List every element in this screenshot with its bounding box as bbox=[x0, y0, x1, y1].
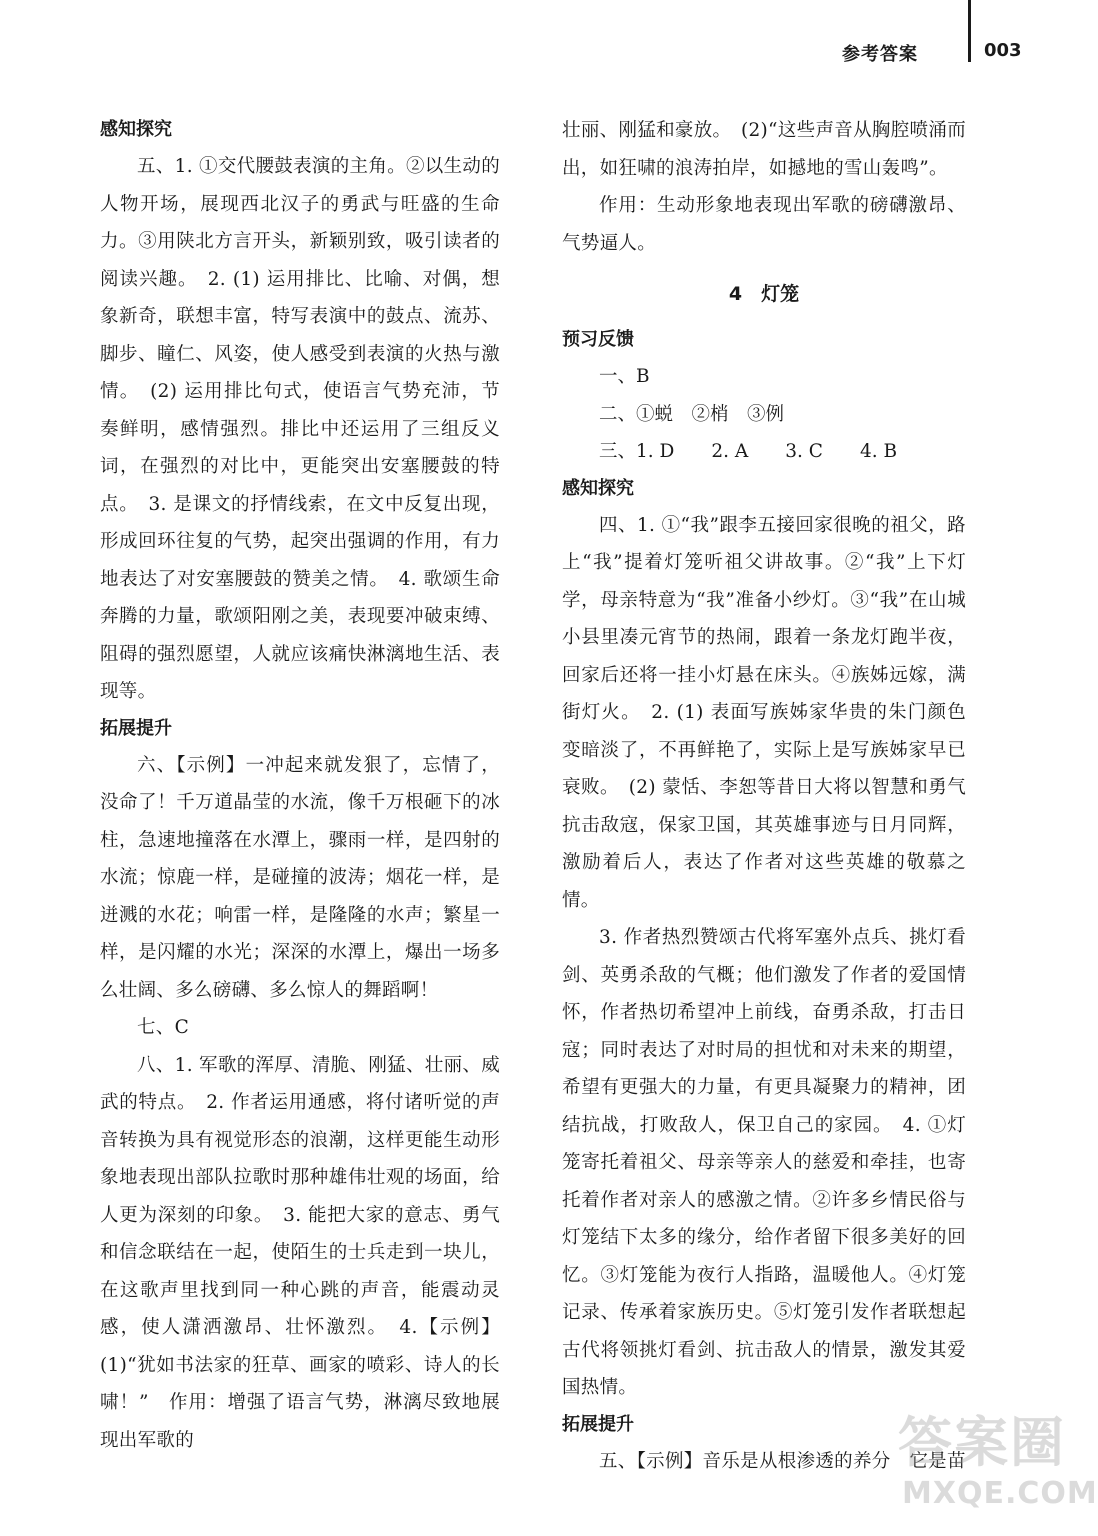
answer-seven: 七、C bbox=[137, 1017, 190, 1038]
section-heading-perception: 感知探究 bbox=[100, 119, 172, 140]
watermark-url: MXQE.COM bbox=[902, 1476, 1098, 1511]
section-heading-perception-2: 感知探究 bbox=[562, 477, 634, 499]
answer-six: 六、【示例】一冲起来就发狠了，忘情了，没命了！千万道晶莹的水流，像千万根砸下的冰柱，急速地撞落在水潭上，骤雨一样，是四射的水流；惊鹿一样，是碰撞的波涛；烟花一样，是迸溅的水花；响雷一样，是隆隆的水声；繁星一样，是闪耀的水光；深深的水潭上，爆出一场多么壮阔、多么磅礴、多么惊人的舞蹈啊！ bbox=[100, 754, 500, 1001]
answer-two: 二、①蜕 ②梢 ③例 bbox=[599, 403, 785, 425]
left-column bbox=[100, 112, 500, 1459]
watermark-text: 答案圈 bbox=[898, 1411, 1066, 1474]
answer-four: 四、1. ①“我”跟李五接回家很晚的祖父，路上“我”提着灯笼听祖父讲故事。②“我”上下灯学，母亲特意为“我”准备小纱灯。③“我”在山城小县里凑元宵节的热闹，跟着一条龙灯跑半夜，回家后还将一挂小灯悬在床头。④族姊远嫁，满街灯火。 2. (1) 表面写族姊家华贵的朱门颜色变暗淡了，不再鲜艳了，实际上是写族姊家早已衰败。 (2) 蒙恬、李恕等昔日大将以智慧和勇气抗击敌寇，保家卫国，其英雄事迹与日月同辉，激励着后人，表达了作者对这些英雄的敬慕之情。 bbox=[562, 514, 966, 911]
page-number: 003 bbox=[984, 40, 1022, 61]
watermark-logo bbox=[894, 1400, 1098, 1530]
answer-eight-effect: 作用：生动形象地表现出军歌的磅礴激昂、气势逼人。 bbox=[562, 195, 966, 254]
answer-eight-continued: 壮丽、刚猛和豪放。 (2)“这些声音从胸腔喷涌而出，如狂啸的浪涛拍岸，如撼地的雪山轰鸣”。 bbox=[562, 120, 966, 179]
right-column bbox=[562, 112, 966, 1480]
answer-eight: 八、1. 军歌的浑厚、清脆、刚猛、壮丽、威武的特点。 2. 作者运用通感，将付诸听觉的声音转换为具有视觉形态的浪潮，这样更能生动形象地表现出部队拉歌时那种雄伟壮观的场面，给人更为深刻的印象。 3. 能把大家的意志、勇气和信念联结在一起，使陌生的士兵走到一块儿，在这歌声里找到同一种心跳的声音，能震动灵感，使人潇洒激昂、壮怀激烈。 4.【示例】(1)“犹如书法家的狂草、画家的喷彩、诗人的长啸！” 作用：增强了语言气势，淋漓尽致地展现出军歌的 bbox=[100, 1054, 500, 1451]
lesson-title: 4 灯笼 bbox=[728, 283, 800, 305]
answer-five: 五、1. ①交代腰鼓表演的主角。②以生动的人物开场，展现西北汉子的勇武与旺盛的生命力。③用陕北方言开头，新颖别致，吸引读者的阅读兴趣。 2. (1) 运用排比、比喻、对偶，想象新奇，联想丰富，特写表演中的鼓点、流苏、脚步、瞳仁、风姿，使人感受到表演的火热与激情。 (2) 运用排比句式，使语言气势充沛，节奏鲜明，感情强烈。排比中还运用了三组反义词，在强烈的对比中，更能突出安塞腰鼓的特点。 3. 是课文的抒情线索，在文中反复出现，形成回环往复的气势，起突出强调的作用，有力地表达了对安塞腰鼓的赞美之情。 4. 歌颂生命奔腾的力量，歌颂阳刚之美，表现要冲破束缚、阻碍的强烈愿望，人就应该痛快淋漓地生活、表现等。 bbox=[100, 156, 500, 702]
section-heading-extension-2: 拓展提升 bbox=[562, 1413, 634, 1435]
answer-four-three: 3. 作者热烈赞颂古代将军塞外点兵、挑灯看剑、英勇杀敌的气概；他们激发了作者的爱国情怀，作者热切希望冲上前线，奋勇杀敌，打击日寇；同时表达了对时局的担忧和对未来的期望，希望有更强大的力量，有更具凝聚力的精神，团结抗战，打败敌人，保卫自己的家园。 4. ①灯笼寄托着祖父、母亲等亲人的慈爱和牵挂，也寄托着作者对亲人的感激之情。②许多乡情民俗与灯笼结下太多的缘分，给作者留下很多美好的回忆。③灯笼能为夜行人指路，温暖他人。④灯笼记录、传承着家族历史。⑤灯笼引发作者联想起古代将领挑灯看剑、抗击敌人的情景，激发其爱国热情。 bbox=[562, 927, 966, 1398]
section-heading-extension: 拓展提升 bbox=[100, 717, 172, 739]
section-heading-preview: 预习反馈 bbox=[562, 329, 634, 350]
header-divider bbox=[968, 0, 971, 62]
answer-three: 三、1. D 2. A 3. C 4. B bbox=[599, 441, 898, 462]
answer-five-lantern: 五、【示例】音乐是从根渗透的养分 它是苗 bbox=[599, 1450, 966, 1472]
header-title: 参考答案 bbox=[842, 44, 918, 65]
answer-one: 一、B bbox=[599, 366, 650, 387]
